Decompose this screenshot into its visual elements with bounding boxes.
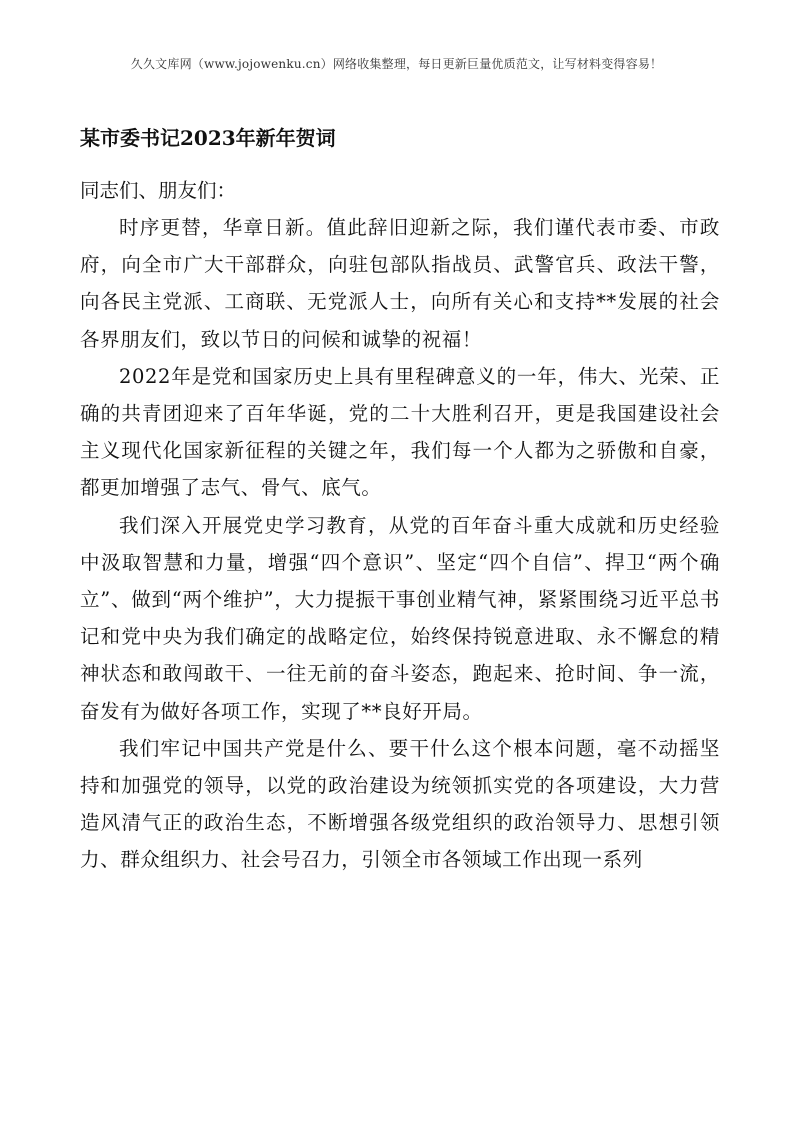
document-title: 某市委书记2023年新年贺词 xyxy=(80,126,336,150)
document-body xyxy=(80,172,720,879)
paragraph: 2022年是党和国家历史上具有里程碑意义的一年，伟大、光荣、正确的共青团迎来了百年华诞，党的二十大胜利召开，更是我国建设社会主义现代化国家新征程的关键之年，我们每一个人都为之骄傲和自豪，都更加增强了志气、骨气、底气。 xyxy=(80,364,720,500)
paragraph: 我们深入开展党史学习教育，从党的百年奋斗重大成就和历史经验中汲取智慧和力量，增强“四个意识”、坚定“四个自信”、捍卫“两个确立”、做到“两个维护”，大力提振干事创业精气神，紧紧围绕习近平总书记和党中央为我们确定的战略定位，始终保持锐意进取、永不懈怠的精神状态和敢闯敢干、一往无前的奋斗姿态，跑起来、抢时间、争一流，奋发有为做好各项工作，实现了**良好开局。 xyxy=(80,513,720,723)
greeting: 同志们、朋友们： xyxy=(80,179,237,202)
paragraph: 时序更替，华章日新。值此辞旧迎新之际，我们谨代表市委、市政府，向全市广大干部群众，向驻包部队指战员、武警官兵、政法干警，向各民主党派、工商联、无党派人士，向所有关心和支持**发展的社会各界朋友们，致以节日的问候和诚挚的祝福！ xyxy=(80,216,720,351)
header-note: 久久文库网（www.jojowenku.cn）网络收集整理，每日更新巨量优质范文，让写材料变得容易！ xyxy=(130,57,663,71)
paragraph: 我们牢记中国共产党是什么、要干什么这个根本问题，毫不动摇坚持和加强党的领导，以党的政治建设为统领抓实党的各项建设，大力营造风清气正的政治生态，不断增强各级党组织的政治领导力、思想引领力、群众组织力、社会号召力，引领全市各领域工作出现一系列 xyxy=(80,736,720,872)
